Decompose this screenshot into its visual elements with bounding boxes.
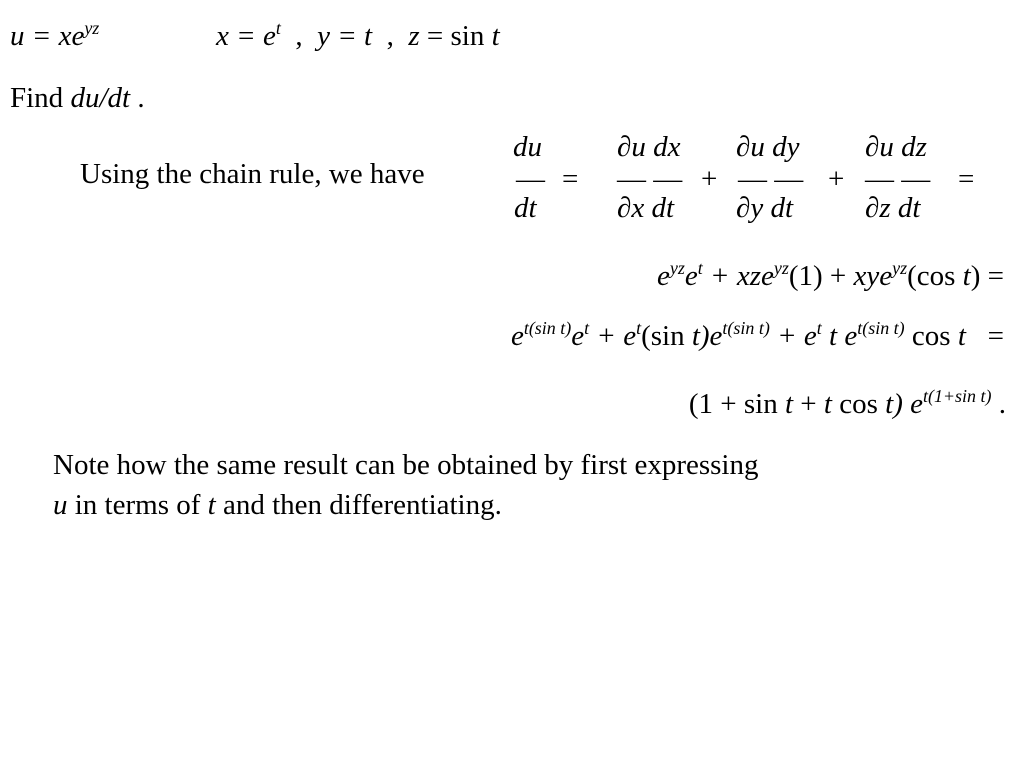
- plus-sign: +: [828, 163, 845, 195]
- term-plus-e: + e: [589, 320, 637, 352]
- var-t: t: [885, 388, 894, 420]
- term-t-e: t e: [821, 320, 858, 352]
- exponent: t: [697, 257, 703, 278]
- definitions-xyz: [216, 17, 500, 52]
- exponent: t(sin t): [523, 317, 572, 338]
- exponent-yz: yz: [84, 17, 100, 38]
- note-text: and then differentiating.: [215, 489, 502, 521]
- close-e: ) e: [893, 388, 923, 420]
- expr-xe: = xe: [24, 20, 85, 52]
- dt-denominator: dt: [514, 192, 537, 224]
- sin-open: (sin: [641, 320, 692, 352]
- exponent: t(1+sin t): [922, 385, 992, 406]
- period: .: [130, 82, 145, 114]
- partial-u-dy: ∂u dy: [736, 131, 800, 163]
- term-plus-e: + e: [769, 320, 817, 352]
- var-y: y: [317, 20, 330, 52]
- exponent: t: [816, 317, 822, 338]
- definition-u: [10, 17, 100, 52]
- var-t: t: [784, 388, 794, 420]
- fraction-bar: —: [516, 163, 545, 195]
- var-t: t: [491, 20, 500, 52]
- factor-one: (1) +: [788, 260, 854, 292]
- derivation-step-2: [510, 317, 1004, 352]
- term-e: e: [510, 320, 524, 352]
- note-line-2: [53, 491, 502, 520]
- var-t: t: [823, 388, 832, 420]
- var-t: t: [962, 260, 971, 292]
- period: .: [991, 388, 1006, 420]
- equals-sign: =: [958, 163, 975, 195]
- term-xze: + xze: [702, 260, 774, 292]
- term-e: e: [657, 260, 670, 292]
- expr-t: = t: [329, 20, 373, 52]
- var-z: z: [408, 20, 420, 52]
- partial-y-dt: ∂y dt: [736, 192, 794, 224]
- partial-u-dz: ∂u dz: [865, 131, 927, 163]
- exponent: yz: [773, 257, 789, 278]
- equals-sign: =: [562, 163, 579, 195]
- var-u: u: [10, 20, 25, 52]
- close-e: )e: [699, 320, 723, 352]
- term-e: e: [684, 260, 698, 292]
- find-label: Find: [10, 82, 71, 114]
- expr-sin: = sin: [419, 20, 492, 52]
- plus: +: [793, 388, 824, 420]
- var-t: t: [691, 320, 700, 352]
- exponent-t: t: [275, 17, 281, 38]
- derivation-result: [688, 385, 1006, 420]
- var-t: t: [957, 320, 966, 352]
- fraction-bar: — —: [617, 163, 683, 195]
- find-statement: [10, 84, 145, 113]
- partial-u-dx: ∂u dx: [617, 131, 681, 163]
- exponent: t: [584, 317, 590, 338]
- cos: cos: [904, 320, 958, 352]
- du-numerator: du: [513, 131, 542, 163]
- cos: cos: [831, 388, 886, 420]
- term-xye: xye: [853, 260, 893, 292]
- partial-z-dt: ∂z dt: [865, 192, 921, 224]
- partial-x-dt: ∂x dt: [617, 192, 675, 224]
- exponent: yz: [892, 257, 908, 278]
- fraction-bar: — —: [865, 163, 931, 195]
- derivation-step-1: [657, 257, 1004, 292]
- note-text: in terms of: [67, 489, 208, 521]
- chain-rule-intro: Using the chain rule, we have: [80, 158, 425, 190]
- exponent: yz: [669, 257, 685, 278]
- exponent: t(sin t): [857, 317, 905, 338]
- close-equals: ) =: [970, 260, 1004, 292]
- cos-open: (cos: [907, 260, 963, 292]
- result-open: (1 + sin: [688, 388, 785, 420]
- expr-e: = e: [228, 20, 276, 52]
- exponent: t(sin t): [722, 317, 770, 338]
- var-t: t: [207, 489, 216, 521]
- comma: ,: [280, 20, 318, 52]
- plus-sign: +: [701, 163, 718, 195]
- note-line-1: Note how the same result can be obtained by first expressing: [53, 449, 759, 481]
- var-x: x: [216, 20, 229, 52]
- fraction-bar: — —: [738, 163, 804, 195]
- var-u: u: [53, 489, 68, 521]
- comma: ,: [372, 20, 409, 52]
- equals-sign: =: [965, 320, 1004, 352]
- du-dt: du/dt: [70, 82, 131, 114]
- exponent: t: [636, 317, 642, 338]
- term-e: e: [571, 320, 585, 352]
